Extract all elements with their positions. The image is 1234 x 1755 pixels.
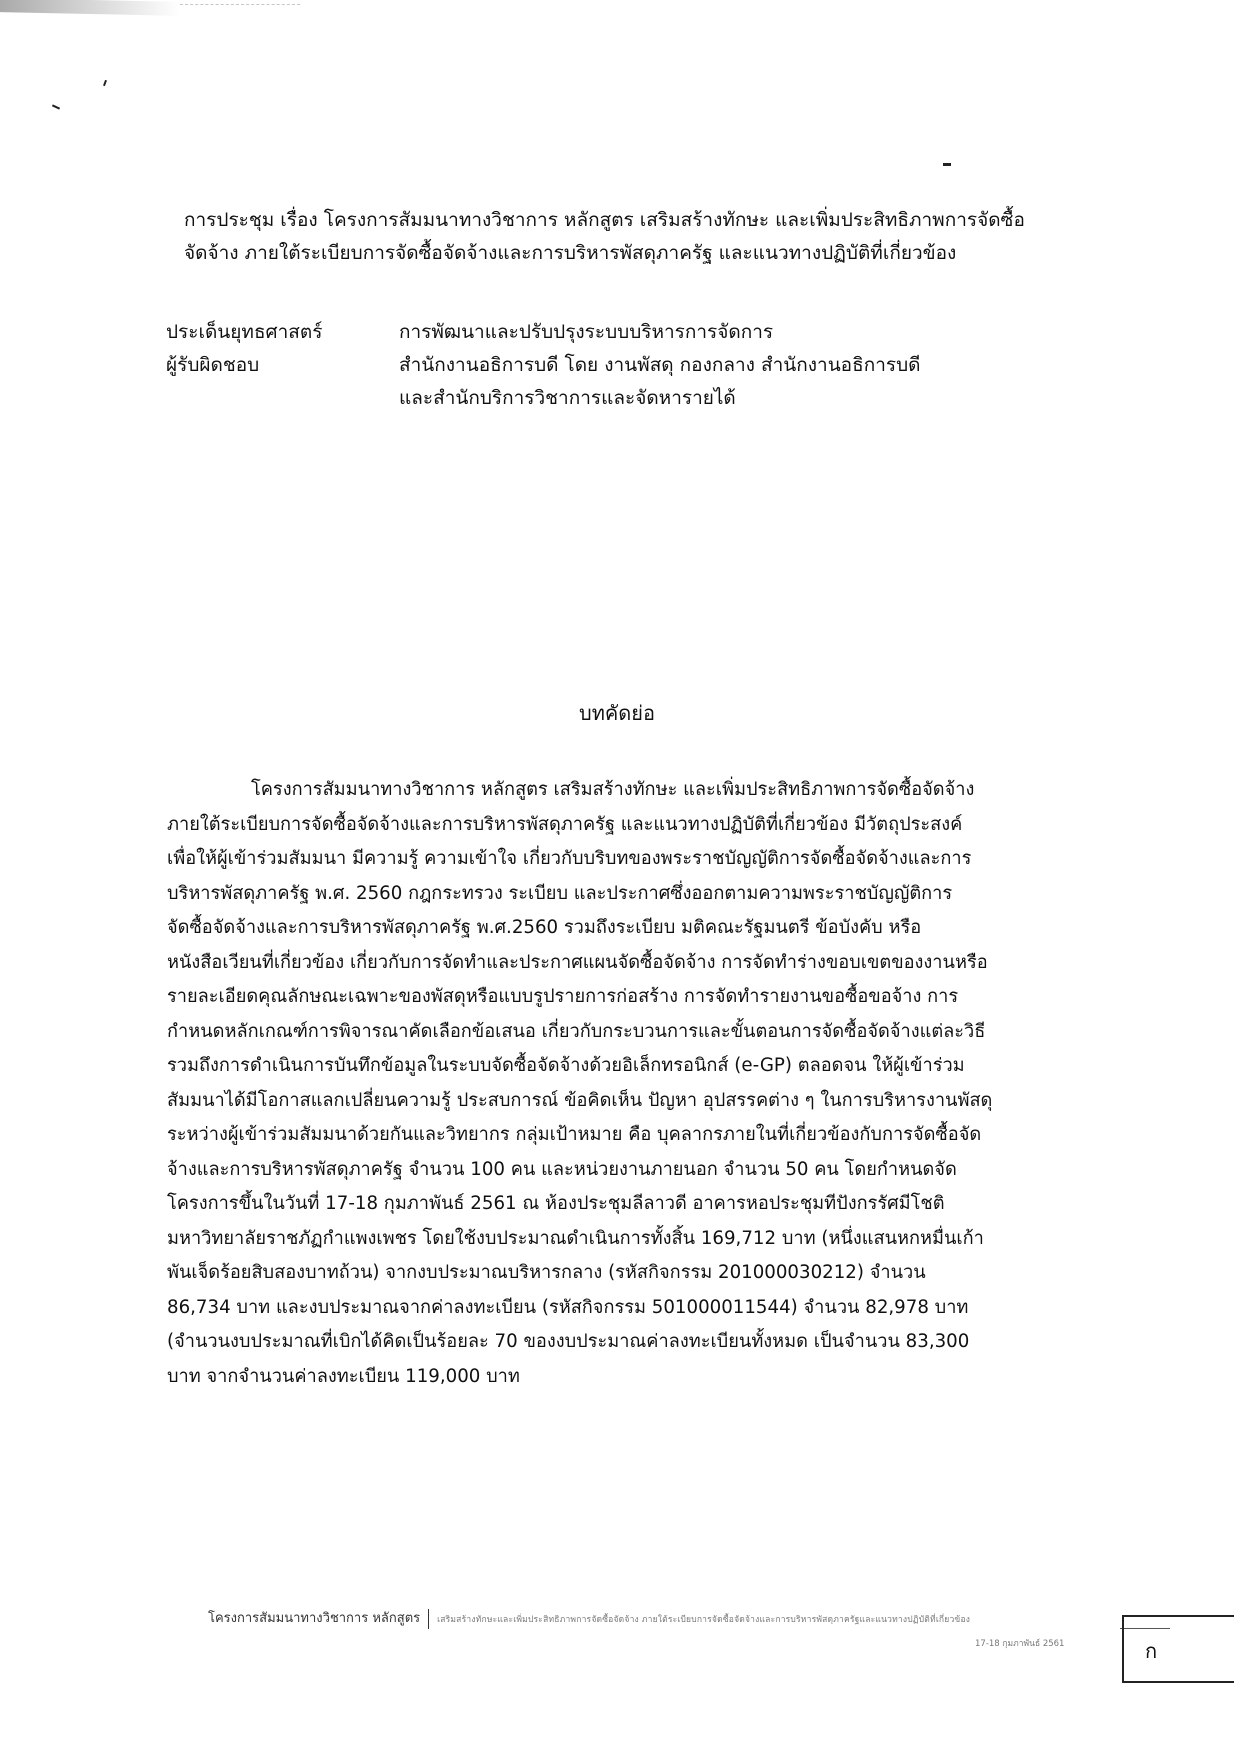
scan-speck [943,163,951,166]
responsible-label: ผู้รับผิดชอบ [166,354,260,376]
meeting-title-line-1: การประชุม เรื่อง โครงการสัมมนาทางวิชาการ หลักสูตร เสริมสร้างทักษะ และเพิ่มประสิทธิภาพการจัดซื้อ [184,209,1025,231]
scan-speck [103,80,107,86]
abstract-line: 86,734 บาท และงบประมาณจากค่าลงทะเบียน (รหัสกิจกรรม 501000011544) จำนวน 82,978 บาท [167,1296,969,1318]
page-number: ก [1145,1639,1158,1663]
scan-artifact-smudge [0,0,180,16]
abstract-line: ระหว่างผู้เข้าร่วมสัมมนาด้วยกันและวิทยากร กลุ่มเป้าหมาย คือ บุคลากรภายในที่เกี่ยวข้องกับการจัดซื้อจัด [167,1124,982,1145]
abstract-line: พันเจ็ดร้อยสิบสองบาทถ้วน) จากงบประมาณบริหารกลาง (รหัสกิจกรรม 201000030212) จำนวน [167,1262,926,1283]
abstract-line: มหาวิทยาลัยราชภัฏกำแพงเพชร โดยใช้งบประมาณดำเนินการทั้งสิ้น 169,712 บาท (หนึ่งแสนหกหมื่นเก้า [167,1227,984,1249]
abstract-line: จัดซื้อจัดจ้างและการบริหารพัสดุภาครัฐ พ.ศ.2560 รวมถึงระเบียบ มติคณะรัฐมนตรี ข้อบังคับ หรือ [167,917,922,938]
abstract-line: สัมมนาได้มีโอกาสแลกเปลี่ยนความรู้ ประสบการณ์ ข้อคิดเห็น ปัญหา อุปสรรคต่าง ๆ ในการบริหารงานพัสดุ [167,1089,993,1111]
footer-project: โครงการสัมมนาทางวิชาการ หลักสูตร [208,1611,421,1626]
abstract-line: (จำนวนงบประมาณที่เบิกได้คิดเป็นร้อยละ 70 ของงบประมาณค่าลงทะเบียนทั้งหมด เป็นจำนวน 83,300 [167,1331,970,1352]
footer-divider [428,1609,429,1629]
meeting-title-line-2: จัดจ้าง ภายใต้ระเบียบการจัดซื้อจัดจ้างและการบริหารพัสดุภาครัฐ และแนวทางปฏิบัติที่เกี่ยวข้อง [184,242,957,264]
abstract-line: รวมถึงการดำเนินการบันทึกข้อมูลในระบบจัดซื้อจัดจ้างด้วยอิเล็กทรอนิกส์ (e-GP) ตลอดจน ให้ผู้เข้าร่วม [167,1055,965,1076]
abstract-body [167,773,1107,1394]
responsible-value [399,349,1106,415]
abstract-line: โครงการขึ้นในวันที่ 17-18 กุมภาพันธ์ 2561 ณ ห้องประชุมลีลาวดี อาคารหอประชุมทีปังกรรัศมีโชติ [167,1193,945,1214]
abstract-heading: บทคัดย่อ [579,701,655,725]
strategy-label: ประเด็นยุทธศาสตร์ [166,321,323,343]
footer-subtitle: เสริมสร้างทักษะและเพิ่มประสิทธิภาพการจัดซื้อจัดจ้าง ภายใต้ระเบียบการจัดซื้อจัดจ้างและการบริหารพัสดุภาครัฐและแนวทางปฏิบัติที่เกี่ยวข้อง [437,1615,971,1625]
abstract-line: บาท จากจำนวนค่าลงทะเบียน 119,000 บาท [167,1365,520,1387]
scan-artifact-dash [180,4,300,5]
responsible-line-2: และสำนักบริการวิชาการและจัดหารายได้ [399,387,736,409]
page-number-box [1122,1615,1234,1683]
strategy-value-text: การพัฒนาและปรับปรุงระบบบริหารการจัดการ [399,321,774,343]
strategy-row [166,316,1106,349]
abstract-line: รายละเอียดคุณลักษณะเฉพาะของพัสดุหรือแบบรูปรายการก่อสร้าง การจัดทำรายงานขอซื้อขอจ้าง การ [167,986,959,1007]
footer-date: 17-18 กุมภาพันธ์ 2561 [975,1639,1065,1649]
page-footer [208,1607,1108,1629]
abstract-line: หนังสือเวียนที่เกี่ยวข้อง เกี่ยวกับการจัดทำและประกาศแผนจัดซื้อจัดจ้าง การจัดทำร่างขอบเขตของงานหรือ [167,951,988,973]
project-meta [166,316,1106,415]
abstract-line: จ้างและการบริหารพัสดุภาครัฐ จำนวน 100 คน และหน่วยงานภายนอก จำนวน 50 คน โดยกำหนดจัด [167,1158,957,1180]
strategy-value [399,316,1106,349]
abstract-line: เพื่อให้ผู้เข้าร่วมสัมมนา มีความรู้ ความเข้าใจ เกี่ยวกับบริบทของพระราชบัญญัติการจัดซื้อจัดจ้างและการ [167,848,972,869]
abstract-line: บริหารพัสดุภาครัฐ พ.ศ. 2560 กฎกระทรวง ระเบียบ และประกาศซึ่งออกตามความพระราชบัญญัติการ [167,882,953,904]
scan-speck [52,104,60,109]
abstract-line: ภายใต้ระเบียบการจัดซื้อจัดจ้างและการบริหารพัสดุภาครัฐ และแนวทางปฏิบัติที่เกี่ยวข้อง มีวัตถุประสงค์ [167,813,963,835]
responsible-line-1: สำนักงานอธิการบดี โดย งานพัสดุ กองกลาง สำนักงานอธิการบดี [399,354,921,376]
abstract-line: กำหนดหลักเกณฑ์การพิจารณาคัดเลือกข้อเสนอ เกี่ยวกับกระบวนการและขั้นตอนการจัดซื้อจัดจ้างแต่ละวิธี [167,1020,986,1042]
meeting-title [184,204,1114,270]
abstract-line: โครงการสัมมนาทางวิชาการ หลักสูตร เสริมสร้างทักษะ และเพิ่มประสิทธิภาพการจัดซื้อจัดจ้าง [251,779,975,800]
responsible-row [166,349,1106,415]
